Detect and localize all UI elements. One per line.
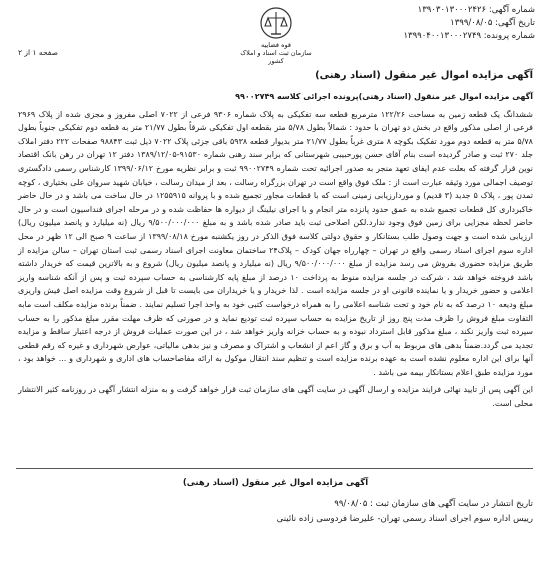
document-body	[18, 90, 533, 415]
body-intro: آگهی مزایده اموال غیر منقول (اسناد رهنی)پرونده اجرائی کلاسه ۹۹۰۰۲۷۴۹	[235, 92, 533, 101]
footer-title: آگهی مزایده اموال غیر منقول (اسناد رهنی)	[182, 478, 369, 488]
logo-line1: قوه قضاییه	[261, 41, 291, 49]
ad-number: شماره آگهی: ۱۳۹۰۳۰۱۳۰۰۰۲۴۲۶	[417, 5, 535, 15]
document-title: آگهی مزایده اموال غیر منقول (اسناد رهنی)	[315, 70, 533, 81]
judiciary-logo	[236, 6, 316, 70]
ad-date: تاریخ آگهی: ۱۳۹۹/۰۸/۰۵	[450, 18, 535, 28]
body-closing-paragraph: این آگهی پس از تایید نهائی فرایند مزایده و ارسال آگهی در سایت آگهی های سازمان ثبت قرار خواهد گرفت و به منزله انتشار آگهی در روزنامه کثیر الانتشار محلی است.	[18, 385, 533, 409]
signature-line: رییس اداره سوم اجرای اسناد رسمی تهران- علیرضا فردوسی زاده نائینی	[276, 514, 533, 524]
publication-date: تاریخ انتشار در سایت آگهی های سازمان ثبت : ۹۹/۰۸/۰۵	[334, 499, 533, 509]
file-number: شماره پرونده: ۱۳۹۹۰۴۰۰۱۳۰۰۰۲۷۴۹	[403, 31, 535, 41]
emblem-icon	[259, 6, 293, 40]
section-divider	[16, 468, 533, 469]
document-footer	[18, 476, 533, 527]
body-main-paragraph: ششدانگ یک قطعه زمین به مساحت ۱۲۲/۲۶ مترمربع قطعه سه تفکیکی به پلاک شماره ۹۳۰۶ فرعی از ۷۰۲۲ اصلی مفروز و مجزی شده از پلاک ۲۹۶۹ فرعی از اصلی مذکور واقع در بخش دو تهران با حدود : شمالاً بطول ۵/۷۸ متر بقطعه اول تفکیکی شرقاً بطول ۲۱/۷۷ متر به قطعه دوم تفکیکی جنوباً بطول ۵/۷۸ متر به قطعه دوم مورد تفکیک بکوچه ۸ متری غرباً بطول ۲۱/۷۷ متر بدیوار قطعه ۵۹۳۸ باقی جزئی پلاک ۷۰۲۲ ذیل ثبت ۹۸۸۴۳ صفحات ۲۲۲ دفتر املاک جلد ۲۷۰ ثبت و صادر گردیده است بنام آقای حسن پورحبیبی شهرستانی که برابر سند رهنی شماره ۹۱۵۳۰-۱۳۸۹/۱۲/۰۵ دفتر ۱۲ تهران در رهن بانک اقتصاد نوین قرار گرفته که بعلت عدم ایفای تعهد منجر به صدور اجرائیه تحت شماره ۹۹۰۰۲۷۴۹ ثبت و برابر نظریه مورخ ۱۳۹۹/۰۶/۱۲ کارشناس رسمی دادگستری توصیف اجمالی مورد وثیقه عبارت است از : ملک فوق واقع است در تهران بزرگراه رسالت ، بعد از میدان رسالت ، خیابان شهید سروان علی بختیاری ، کوچه تمدن پور ، پلاک ۵ جدید (۳ قدیم) و موردارزیابی زمینی است که با قطعات مجاور تجمیع شده و با پروانه ۱۲۵۵۹۱۵ در حال ساخت می باشد و در حال حاضر خاکبرداری کل قطعات تجمیع شده به عمق حدود پانزده متر انجام و با اجرای نیلینگ از دیواره ها حفاظت شده و در مرحله اجرای فنداسیون است و در حال حاضر لحظه مجزایی برای زمین فوق وجود ندارد.لکن اصلاحی ثبت باید صادر شده باشد و به مبلغ ۹/۵۰۰/۰۰۰/۰۰۰ ریال (نه میلیارد و پانصد میلیون ریال) ارزیابی شده است و جهت وصول طلب بستانکار و حقوق دولتی کلاسه فوق الذکر در روز یکشنبه مورخ ۱۳۹۹/۰۸/۱۸ از ساعت ۹ صبح الی ۱۲ ظهر در محل اداره سوم اجرای اسناد رسمی واقع در تهران – چهارراه جهان کودک – پلاک۲۴ ساختمان معاونت اجرای اسناد رسمی ثبت استان تهران – سالن مزایده از طریق مزایده حضوری بفروش می رسد مزایده از مبلغ ۹/۵۰۰/۰۰۰/۰۰۰ ریال (نه میلیارد و پانصد میلیون ریال) شروع و به بالاترین قیمت که خریدار داشته باشد فروخته خواهد شد ، شرکت در جلسه مزایده منوط به پرداخت ۱۰ درصد از مبلغ پایه کارشناسی به حساب سپرده ثبت و پس از آنکه شناسه واریز اعلامی و حضور خریدار و یا نماینده قانونی او در جلسه مزایده است . لذا خریدار و یا خریداران می بایست تا قبل از شروع وقت مزایده اصل فیش واریزی مبلغ ودیعه ۱۰ درصد که به نام خود و تحت شناسه اعلامی را به همراه درخواست کتبی خود به واحد اجرا تسلیم نمایند . ضمناً برنده مزایده مکلف است مابه التفاوت مبلغ فروش را ظرف مدت پنج روز از تاریخ مزایده به حساب سپرده ثبت تودیع نماید و در صورتی که ظرف مهلت مقرر مبلغ مذکور را به حساب سپرده ثبت واریز نکند ، مبلغ مذکور قابل استرداد نبوده و به حساب خزانه واریز خواهد شد ، در این صورت عملیات فروش از درجه اعتبار ساقط و مزایده تجدید می گردد.ضمناً بدهی های مربوط به آب و برق و گاز اعم از انشعاب و اشتراک و مصرف و نیز بدهی مالیاتی، عوارض شهرداری و غیره که رقم قطعی آنها برای این اداره معلوم نشده است به عهده برنده مزایده است و تنظیم سند انتقال موکول به ارائه مفاصاحساب های اداری و شهرداری و ... خواهد بود ، مورد مزایده طبق اعلام بستانکار بیمه می باشد .	[18, 109, 534, 377]
logo-line2: سازمان ثبت اسناد و املاک کشور	[240, 49, 312, 65]
page-number: صفحه ۱ از ۲	[18, 48, 58, 57]
header-meta	[335, 4, 535, 43]
